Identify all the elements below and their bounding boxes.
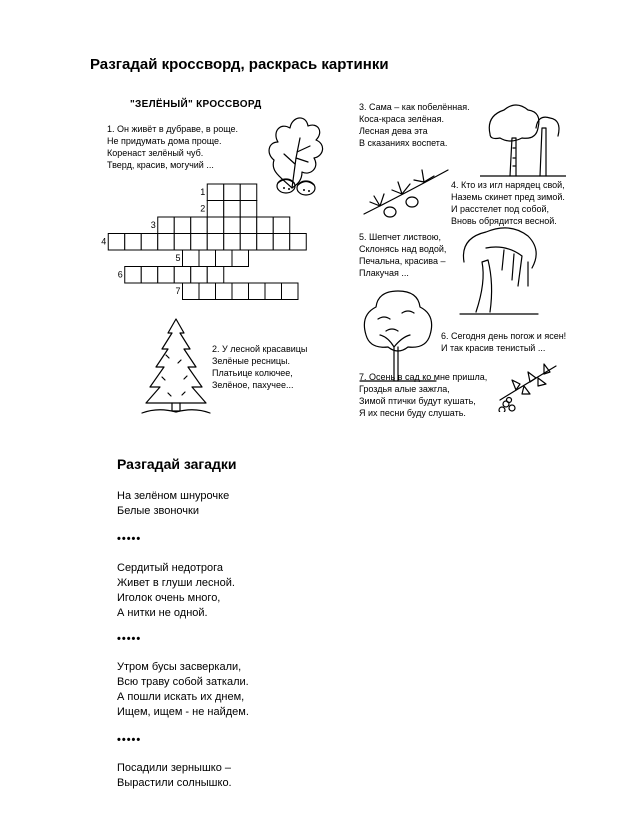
crossword-cell: [249, 283, 266, 300]
crossword-cell: [257, 217, 274, 234]
crossword-number: 1: [200, 187, 206, 197]
crossword-cell: [273, 234, 290, 251]
crossword-cell: [191, 234, 208, 251]
crossword-cell: [240, 184, 257, 201]
crossword-number: 7: [175, 286, 181, 296]
crossword-cell: [108, 234, 125, 251]
crossword-number: 6: [117, 269, 123, 280]
crossword-cell: [282, 283, 299, 300]
crossword-cell: [216, 250, 233, 267]
crossword-number: 3: [150, 220, 156, 230]
crossword-cell: [174, 217, 191, 234]
clue-5: 5. Шепчет листвою, Склонясь над водой, Печальна, красива – Плакучая ...: [359, 232, 447, 278]
crossword-cell: [207, 184, 224, 201]
crossword-cell: [207, 234, 224, 251]
crossword-cell: [174, 267, 191, 284]
crossword-cell: [240, 217, 257, 234]
crossword-number: 5: [175, 253, 181, 263]
clue-2: 2. У лесной красавицы Зелёные ресницы. Платьице колючее, Зелёное, пахучее...: [212, 344, 308, 390]
clue-3: 3. Сама – как побелённая. Коса-краса зелёная. Лесная дева эта В сказаниях воспета.: [359, 102, 470, 148]
clue-4: 4. Кто из игл нарядец свой, Наземь скинет пред зимой. И расстелет под собой, Вновь обрядится весной.: [451, 180, 565, 226]
page-title: Разгадай кроссворд, раскрась картинки: [90, 56, 389, 73]
clue-1: 1. Он живёт в дубраве, в роще. Не придумать дома проще. Коренаст зелёный чуб. Тверд, красив, могучий ...: [107, 124, 239, 170]
riddle-3: Утром бусы засверкали, Всю траву собой заткали. А пошли искать их днем, Ищем, ищем - не найдем.: [117, 661, 249, 718]
crossword-cell: [125, 267, 142, 284]
crossword-cell: [224, 184, 241, 201]
crossword-cell: [207, 267, 224, 284]
willow-tree-illustration: [456, 222, 542, 318]
crossword-cell: [207, 217, 224, 234]
crossword-cell: [141, 234, 158, 251]
crossword-cell: [191, 217, 208, 234]
crossword-number: 4: [101, 236, 107, 247]
crossword-cell: [290, 234, 307, 251]
birch-tree-illustration: [480, 98, 566, 178]
crossword-cell: [158, 217, 175, 234]
crossword-cell: [183, 250, 200, 267]
crossword-cell: [224, 201, 241, 218]
crossword-cell: [232, 283, 249, 300]
crossword-grid: [100, 180, 330, 325]
riddle-4: Посадили зернышко – Вырастили солнышко.: [117, 762, 232, 789]
shady-tree-illustration: [358, 285, 438, 385]
crossword-cell: [141, 267, 158, 284]
crossword-cell: [240, 201, 257, 218]
riddle-separator: •••••: [117, 533, 142, 545]
crossword-cell: [199, 283, 216, 300]
crossword-cell: [224, 234, 241, 251]
crossword-cell: [216, 283, 233, 300]
crossword-cell: [240, 234, 257, 251]
riddles-title: Разгадай загадки: [117, 456, 237, 472]
riddle-separator: •••••: [117, 633, 142, 645]
crossword-cell: [191, 267, 208, 284]
crossword-cell: [265, 283, 282, 300]
crossword-cell: [125, 234, 142, 251]
crossword-number: 2: [200, 203, 206, 214]
crossword-cell: [158, 267, 175, 284]
crossword-cell: [158, 234, 175, 251]
crossword-cell: [174, 234, 191, 251]
larch-branch-illustration: [360, 160, 452, 222]
rowan-branch-illustration: [496, 360, 560, 412]
riddle-1: На зелёном шнурочке Белые звоночки: [117, 490, 230, 517]
clue-6: 6. Сегодня день погож и ясен! И так красив тенистый ...: [441, 331, 567, 353]
crossword-title: "ЗЕЛЁНЫЙ" КРОССВОРД: [130, 99, 262, 110]
crossword-cell: [232, 250, 249, 267]
crossword-cell: [224, 217, 241, 234]
crossword-cell: [183, 283, 200, 300]
crossword-cell: [273, 217, 290, 234]
crossword-cell: [199, 250, 216, 267]
clue-7: 7. Осень в сад ко мне пришла, Гроздья алые зажгла, Зимой птички будут кушать, Я их песни буду слушать.: [359, 372, 488, 418]
crossword-cell: [207, 201, 224, 218]
crossword-cell: [257, 234, 274, 251]
riddle-2: Сердитый недотрога Живет в глуши лесной. Иголок очень много, А нитки не одной.: [117, 562, 235, 619]
riddle-separator: •••••: [117, 734, 142, 746]
fir-tree-illustration: [138, 315, 214, 415]
